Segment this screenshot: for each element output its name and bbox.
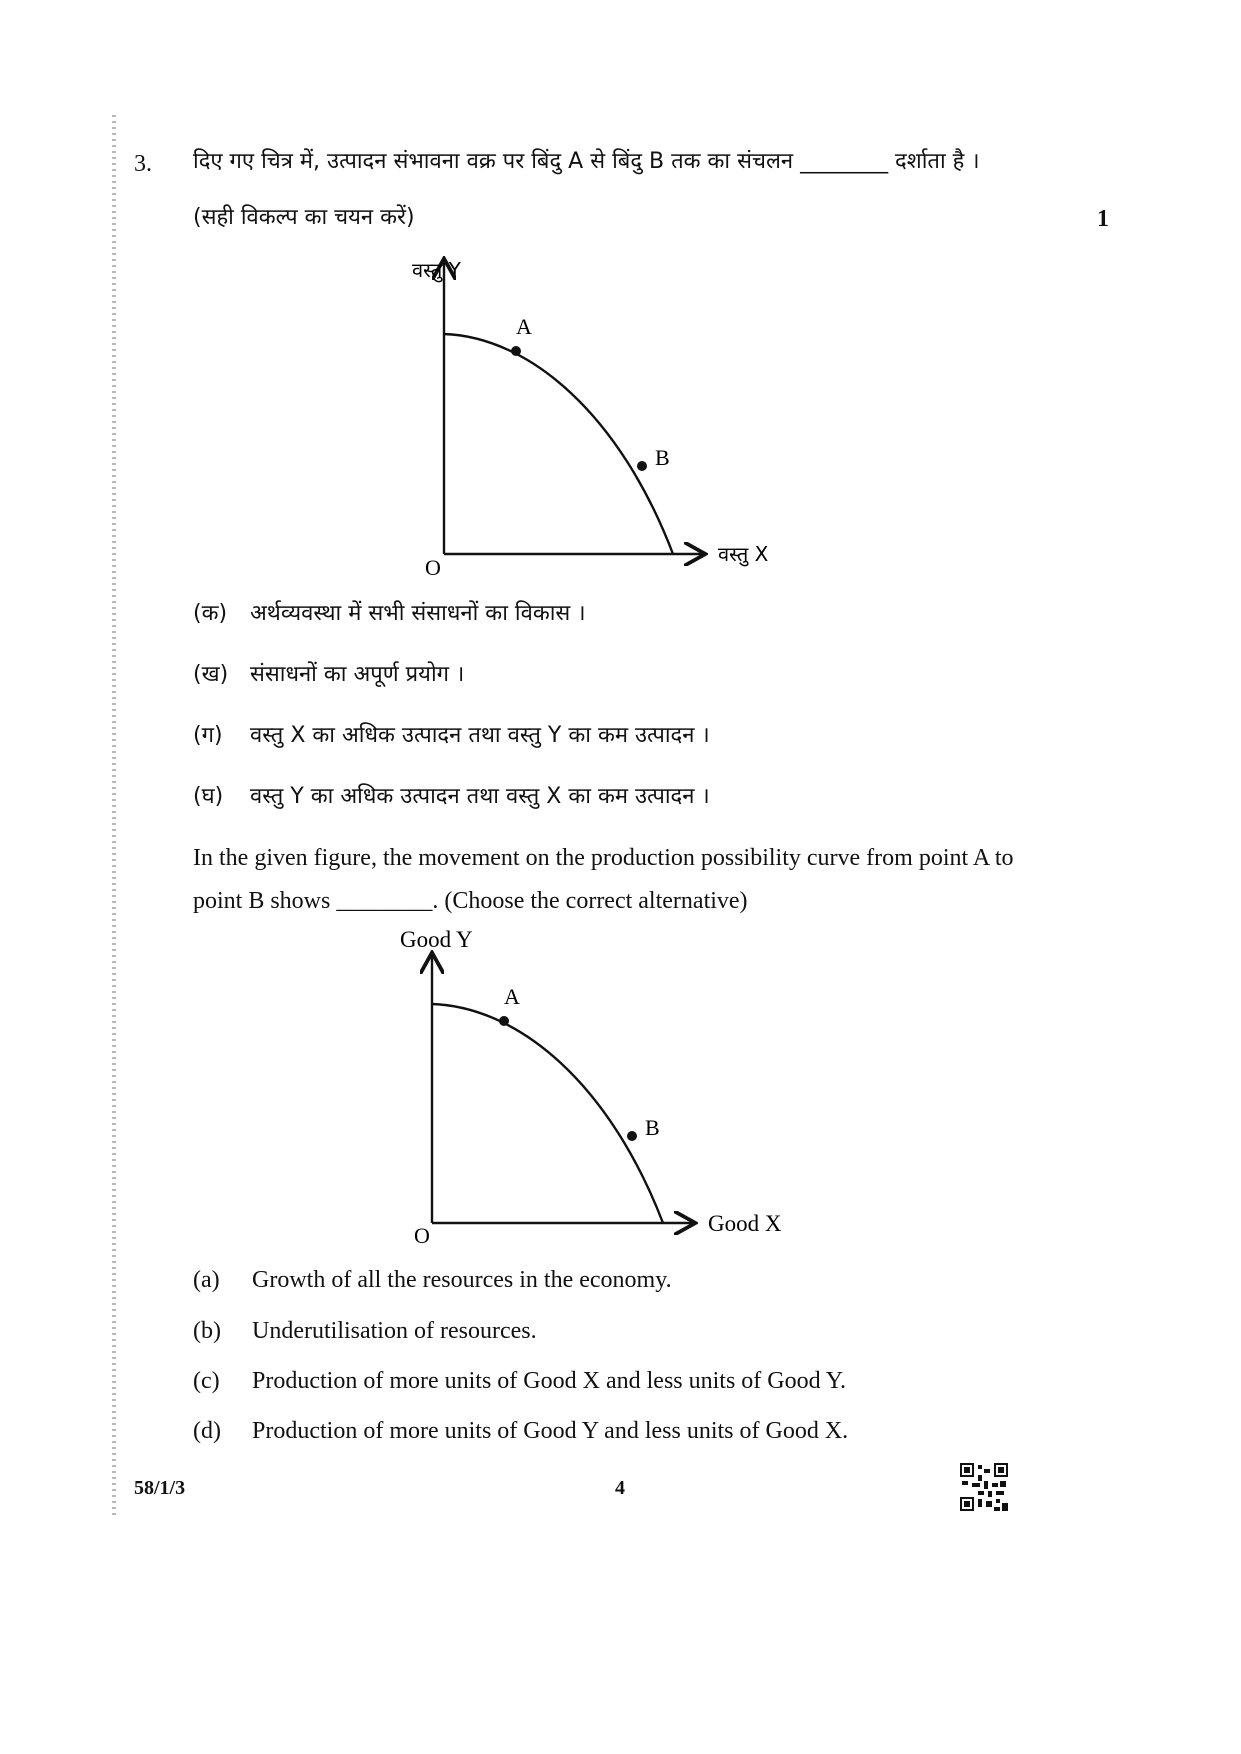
english-option-b-text: Underutilisation of resources. xyxy=(252,1318,537,1344)
hindi-option-ga-text: वस्तु X का अधिक उत्पादन तथा वस्तु Y का कम उत्पादन । xyxy=(250,723,710,748)
english-point-b-marker xyxy=(627,1131,637,1141)
question-number: 3. xyxy=(134,151,152,177)
english-option-a-label: (a) xyxy=(193,1267,220,1293)
margin-text-strip xyxy=(112,115,116,1515)
english-x-axis-label: Good X xyxy=(708,1211,782,1236)
english-option-c-label: (c) xyxy=(193,1368,220,1394)
english-ppc-figure xyxy=(380,925,800,1255)
english-point-b-label: B xyxy=(645,1115,660,1140)
hindi-question-stem: दिए गए चित्र में, उत्पादन संभावना वक्र पर बिंदु A से बिंदु B तक का संचलन ________ दर्शाता है । xyxy=(193,149,980,174)
hindi-y-axis-label: वस्तु Y xyxy=(412,258,461,282)
hindi-option-ga-label: (ग) xyxy=(193,723,223,748)
english-y-axis-label: Good Y xyxy=(400,927,473,952)
hindi-point-b-marker xyxy=(637,461,647,471)
hindi-question-instruction: (सही विकल्प का चयन करें) xyxy=(193,205,415,230)
hindi-ppc-curve xyxy=(444,334,673,554)
english-question-stem: In the given figure, the movement on the production possibility curve from point A to xyxy=(193,845,1014,871)
english-point-a-label: A xyxy=(504,984,520,1009)
english-option-b-label: (b) xyxy=(193,1318,221,1344)
hindi-option-kha-label: (ख) xyxy=(193,662,229,687)
hindi-option-ka-label: (क) xyxy=(193,601,228,626)
qr-code-icon xyxy=(960,1463,1008,1511)
hindi-ppc-figure xyxy=(380,255,800,585)
hindi-point-a-marker xyxy=(511,346,521,356)
english-origin-label: O xyxy=(414,1223,430,1248)
english-option-c-text: Production of more units of Good X and less units of Good Y. xyxy=(252,1368,846,1394)
hindi-origin-label: O xyxy=(425,555,441,580)
hindi-x-axis-label: वस्तु X xyxy=(718,542,769,566)
english-point-a-marker xyxy=(499,1016,509,1026)
hindi-option-gha-text: वस्तु Y का अधिक उत्पादन तथा वस्तु X का कम उत्पादन । xyxy=(250,784,710,809)
english-option-d-text: Production of more units of Good Y and less units of Good X. xyxy=(252,1418,849,1444)
hindi-point-b-label: B xyxy=(655,445,670,470)
hindi-point-a-label: A xyxy=(516,314,532,339)
hindi-option-gha-label: (घ) xyxy=(193,784,224,809)
page-number: 4 xyxy=(615,1477,625,1499)
english-ppc-curve xyxy=(432,1004,663,1223)
english-option-d-label: (d) xyxy=(193,1418,221,1444)
paper-code: 58/1/3 xyxy=(134,1477,186,1499)
english-option-a-text: Growth of all the resources in the economy. xyxy=(252,1267,672,1293)
english-question-instruction: point B shows ________. (Choose the correct alternative) xyxy=(193,888,748,914)
hindi-option-ka-text: अर्थव्यवस्था में सभी संसाधनों का विकास । xyxy=(250,601,586,626)
hindi-option-kha-text: संसाधनों का अपूर्ण प्रयोग । xyxy=(250,662,465,687)
question-marks: 1 xyxy=(1097,206,1109,232)
